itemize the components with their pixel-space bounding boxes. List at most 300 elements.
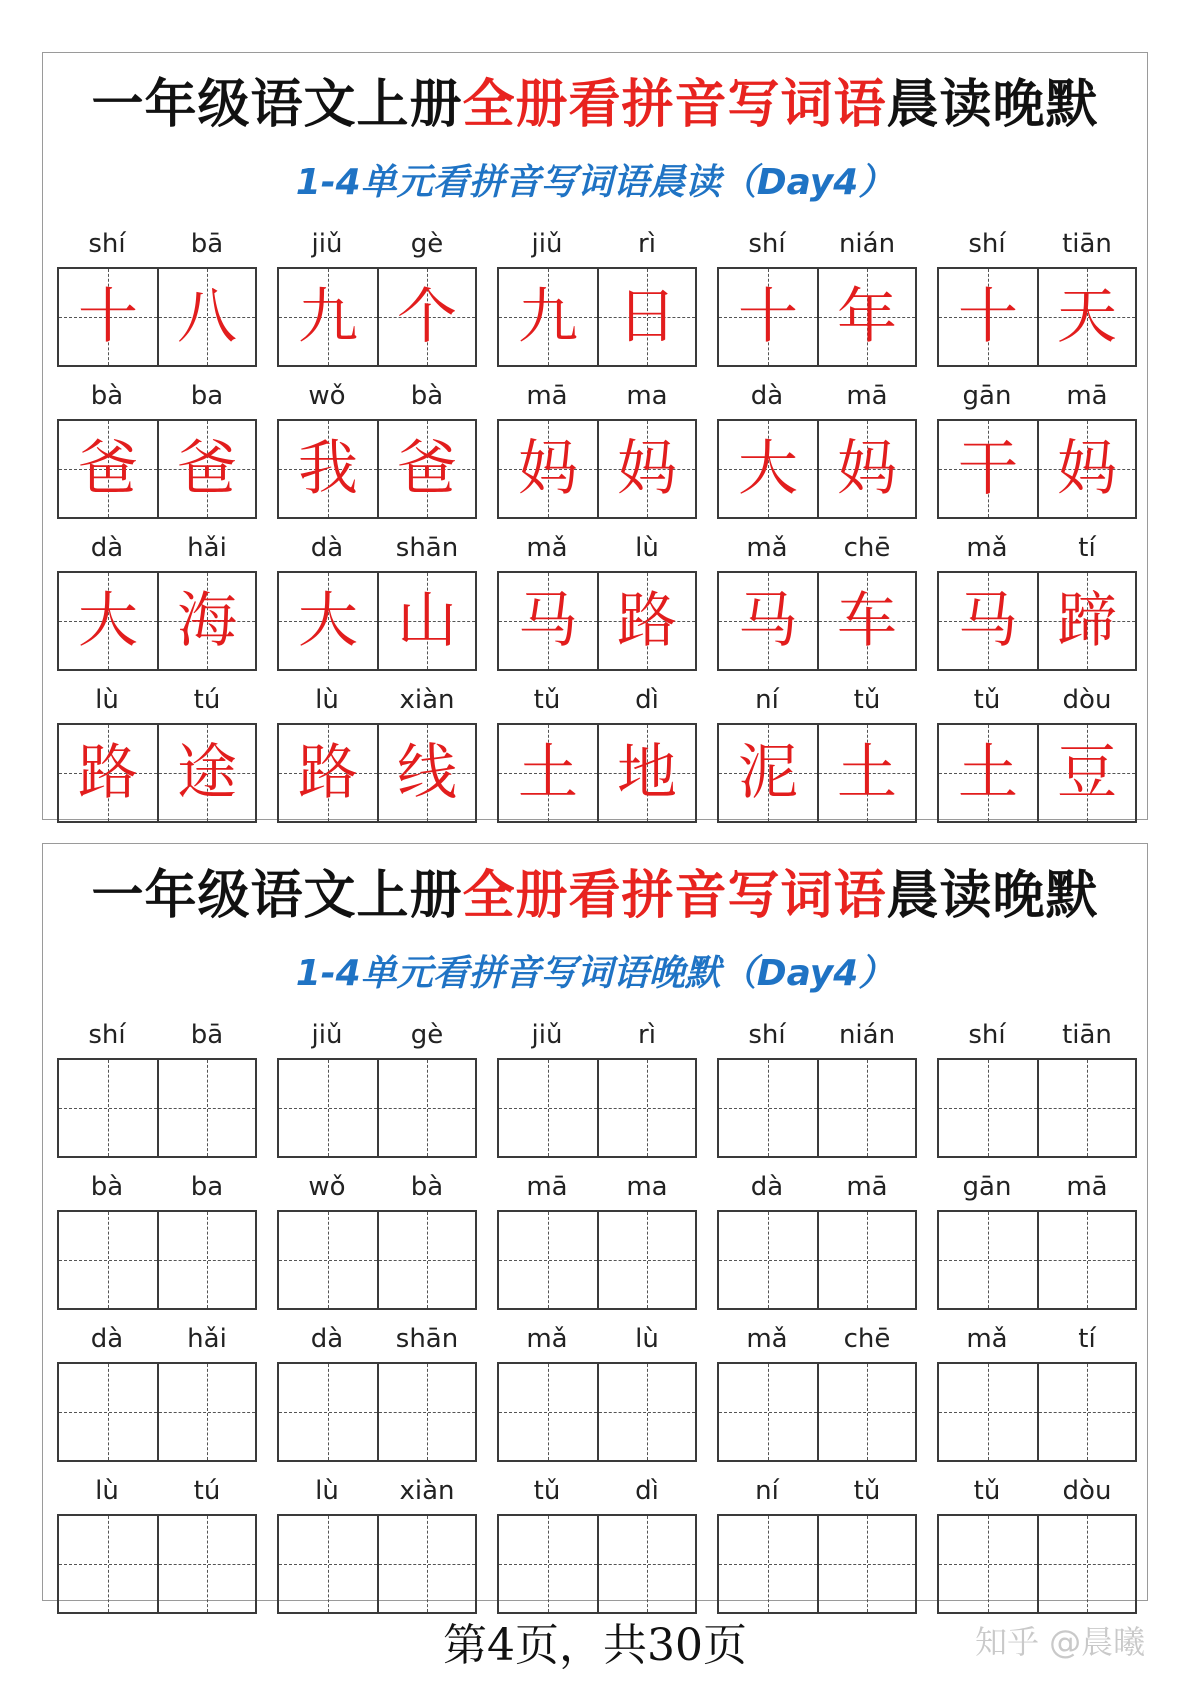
word-card bbox=[717, 221, 917, 373]
writing-boxes bbox=[717, 571, 917, 671]
pinyin-syllable: gè bbox=[410, 1020, 444, 1050]
pinyin-syllable: shí bbox=[748, 229, 786, 259]
writing-boxes bbox=[937, 1362, 1137, 1462]
pinyin-syllable: mǎ bbox=[746, 533, 788, 563]
hanzi-character: 途 bbox=[177, 738, 237, 808]
pinyin-syllable: rì bbox=[638, 1020, 656, 1050]
tianzige-box bbox=[377, 573, 475, 669]
hanzi-character: 年 bbox=[837, 282, 897, 352]
tianzige-box[interactable] bbox=[279, 1060, 377, 1156]
hanzi-character: 爸 bbox=[397, 434, 457, 504]
word-card bbox=[717, 1012, 917, 1164]
pinyin-syllable: ní bbox=[755, 685, 779, 715]
pinyin-syllable: shí bbox=[968, 1020, 1006, 1050]
pinyin-syllable: mā bbox=[1066, 381, 1108, 411]
writing-boxes bbox=[937, 419, 1137, 519]
pinyin-syllable: dà bbox=[310, 533, 344, 563]
writing-boxes bbox=[717, 723, 917, 823]
pinyin-syllable: tǔ bbox=[853, 1476, 881, 1506]
tianzige-box bbox=[377, 421, 475, 517]
pinyin-syllable: mǎ bbox=[966, 533, 1008, 563]
hanzi-character: 十 bbox=[958, 282, 1018, 352]
pinyin-syllable: lù bbox=[635, 1324, 659, 1354]
pinyin-syllable: lù bbox=[95, 685, 119, 715]
tianzige-box[interactable] bbox=[939, 1060, 1037, 1156]
tianzige-box[interactable] bbox=[719, 1364, 817, 1460]
tianzige-box[interactable] bbox=[377, 1364, 475, 1460]
word-card bbox=[937, 1316, 1137, 1468]
tianzige-box[interactable] bbox=[719, 1516, 817, 1612]
writing-boxes bbox=[717, 1058, 917, 1158]
pinyin-row bbox=[497, 1164, 697, 1210]
pinyin-syllable: wǒ bbox=[308, 381, 346, 411]
hanzi-character: 泥 bbox=[738, 738, 798, 808]
tianzige-box bbox=[597, 421, 695, 517]
writing-boxes bbox=[497, 1210, 697, 1310]
word-grid-with-answers bbox=[57, 221, 1137, 829]
tianzige-box[interactable] bbox=[939, 1364, 1037, 1460]
pinyin-syllable: dòu bbox=[1062, 685, 1112, 715]
tianzige-box bbox=[157, 573, 255, 669]
writing-boxes bbox=[937, 723, 1137, 823]
hanzi-character: 妈 bbox=[837, 434, 897, 504]
pinyin-row bbox=[57, 1468, 257, 1514]
tianzige-box bbox=[719, 269, 817, 365]
pinyin-syllable: shí bbox=[748, 1020, 786, 1050]
tianzige-box bbox=[499, 269, 597, 365]
tianzige-box[interactable] bbox=[499, 1516, 597, 1612]
pinyin-row bbox=[937, 525, 1137, 571]
writing-boxes bbox=[57, 723, 257, 823]
pinyin-row bbox=[717, 373, 917, 419]
writing-boxes bbox=[277, 1514, 477, 1614]
tianzige-box[interactable] bbox=[377, 1212, 475, 1308]
pinyin-row bbox=[57, 677, 257, 723]
writing-boxes bbox=[937, 1514, 1137, 1614]
pinyin-row bbox=[937, 1012, 1137, 1058]
hanzi-character: 日 bbox=[617, 282, 677, 352]
tianzige-box bbox=[279, 573, 377, 669]
writing-boxes bbox=[717, 1210, 917, 1310]
hanzi-character: 路 bbox=[298, 738, 358, 808]
tianzige-box[interactable] bbox=[499, 1060, 597, 1156]
pinyin-row bbox=[937, 373, 1137, 419]
tianzige-box[interactable] bbox=[157, 1212, 255, 1308]
pinyin-syllable: shān bbox=[395, 533, 459, 563]
word-card bbox=[497, 1164, 697, 1316]
writing-boxes bbox=[57, 419, 257, 519]
hanzi-character: 车 bbox=[837, 586, 897, 656]
word-card bbox=[277, 373, 477, 525]
pinyin-syllable: dà bbox=[750, 381, 784, 411]
tianzige-box[interactable] bbox=[157, 1060, 255, 1156]
writing-boxes bbox=[497, 1058, 697, 1158]
tianzige-box[interactable] bbox=[1037, 1364, 1135, 1460]
pinyin-syllable: tí bbox=[1078, 1324, 1096, 1354]
writing-boxes bbox=[717, 1362, 917, 1462]
pinyin-syllable: tǔ bbox=[533, 685, 561, 715]
pinyin-row bbox=[277, 525, 477, 571]
pinyin-row bbox=[277, 1012, 477, 1058]
writing-boxes bbox=[277, 1058, 477, 1158]
word-card bbox=[57, 373, 257, 525]
watermark: 知乎 @晨曦 bbox=[975, 1623, 1146, 1661]
writing-boxes bbox=[497, 1514, 697, 1614]
morning-reading-panel bbox=[42, 52, 1148, 820]
word-card bbox=[717, 677, 917, 829]
pinyin-syllable: shí bbox=[968, 229, 1006, 259]
tianzige-box bbox=[499, 573, 597, 669]
word-card bbox=[277, 221, 477, 373]
hanzi-character: 路 bbox=[78, 738, 138, 808]
tianzige-box[interactable] bbox=[279, 1212, 377, 1308]
pinyin-syllable: wǒ bbox=[308, 1172, 346, 1202]
tianzige-box bbox=[59, 421, 157, 517]
tianzige-box bbox=[1037, 725, 1135, 821]
pinyin-syllable: lù bbox=[95, 1476, 119, 1506]
word-card bbox=[57, 525, 257, 677]
pinyin-row bbox=[717, 1468, 917, 1514]
title-prefix: 一年级语文上册 bbox=[91, 74, 463, 135]
word-card bbox=[937, 221, 1137, 373]
tianzige-box[interactable] bbox=[817, 1212, 915, 1308]
pinyin-syllable: bā bbox=[190, 229, 224, 259]
tianzige-box bbox=[719, 421, 817, 517]
tianzige-box bbox=[279, 725, 377, 821]
word-card bbox=[277, 1316, 477, 1468]
word-card bbox=[937, 1164, 1137, 1316]
word-card bbox=[277, 525, 477, 677]
pinyin-row bbox=[277, 1468, 477, 1514]
pinyin-syllable: chē bbox=[843, 533, 891, 563]
hanzi-character: 土 bbox=[837, 738, 897, 808]
tianzige-box bbox=[719, 573, 817, 669]
tianzige-box bbox=[59, 573, 157, 669]
pinyin-syllable: shí bbox=[88, 1020, 126, 1050]
hanzi-character: 妈 bbox=[518, 434, 578, 504]
pinyin-syllable: tí bbox=[1078, 533, 1096, 563]
tianzige-box[interactable] bbox=[1037, 1212, 1135, 1308]
pinyin-row bbox=[717, 221, 917, 267]
pinyin-syllable: jiǔ bbox=[311, 229, 343, 259]
pinyin-syllable: bà bbox=[90, 1172, 124, 1202]
pinyin-row bbox=[497, 525, 697, 571]
tianzige-box bbox=[597, 269, 695, 365]
pinyin-syllable: hǎi bbox=[187, 1324, 227, 1354]
tianzige-box bbox=[939, 421, 1037, 517]
hanzi-character: 地 bbox=[617, 738, 677, 808]
tianzige-box bbox=[157, 725, 255, 821]
tianzige-box bbox=[817, 269, 915, 365]
tianzige-box[interactable] bbox=[157, 1364, 255, 1460]
title-prefix: 一年级语文上册 bbox=[91, 865, 463, 926]
hanzi-character: 个 bbox=[397, 282, 457, 352]
tianzige-box[interactable] bbox=[59, 1516, 157, 1612]
tianzige-box bbox=[377, 725, 475, 821]
word-card bbox=[57, 1316, 257, 1468]
title-highlight: 全册看拼音写词语 bbox=[462, 865, 887, 926]
pinyin-row bbox=[937, 221, 1137, 267]
tianzige-box bbox=[939, 725, 1037, 821]
tianzige-box[interactable] bbox=[597, 1516, 695, 1612]
pinyin-syllable: jiǔ bbox=[311, 1020, 343, 1050]
writing-boxes bbox=[277, 1210, 477, 1310]
pinyin-row bbox=[717, 525, 917, 571]
pinyin-syllable: xiàn bbox=[399, 685, 455, 715]
hanzi-character: 天 bbox=[1057, 282, 1117, 352]
pinyin-row bbox=[717, 1164, 917, 1210]
hanzi-character: 马 bbox=[958, 586, 1018, 656]
hanzi-character: 九 bbox=[518, 282, 578, 352]
hanzi-character: 大 bbox=[298, 586, 358, 656]
pinyin-syllable: dà bbox=[750, 1172, 784, 1202]
hanzi-character: 八 bbox=[177, 282, 237, 352]
hanzi-character: 十 bbox=[738, 282, 798, 352]
pinyin-syllable: ba bbox=[190, 381, 224, 411]
tianzige-box bbox=[939, 269, 1037, 365]
hanzi-character: 路 bbox=[617, 586, 677, 656]
word-card bbox=[277, 1164, 477, 1316]
page-title bbox=[43, 866, 1147, 926]
pinyin-row bbox=[277, 373, 477, 419]
pinyin-row bbox=[497, 221, 697, 267]
hanzi-character: 马 bbox=[518, 586, 578, 656]
word-card bbox=[497, 677, 697, 829]
pinyin-row bbox=[937, 1468, 1137, 1514]
pinyin-syllable: bà bbox=[90, 381, 124, 411]
pinyin-row bbox=[937, 1164, 1137, 1210]
tianzige-box[interactable] bbox=[499, 1212, 597, 1308]
word-card bbox=[937, 1012, 1137, 1164]
writing-boxes bbox=[57, 1058, 257, 1158]
pinyin-row bbox=[57, 373, 257, 419]
writing-boxes bbox=[57, 267, 257, 367]
tianzige-box bbox=[279, 421, 377, 517]
word-card bbox=[497, 1316, 697, 1468]
tianzige-box bbox=[59, 725, 157, 821]
tianzige-box[interactable] bbox=[499, 1364, 597, 1460]
word-card bbox=[57, 1012, 257, 1164]
pinyin-syllable: lù bbox=[315, 1476, 339, 1506]
word-card bbox=[937, 525, 1137, 677]
tianzige-box bbox=[1037, 269, 1135, 365]
pinyin-row bbox=[57, 525, 257, 571]
writing-boxes bbox=[937, 571, 1137, 671]
tianzige-box bbox=[59, 269, 157, 365]
pinyin-row bbox=[497, 373, 697, 419]
word-card bbox=[717, 1164, 917, 1316]
word-card bbox=[57, 1468, 257, 1620]
tianzige-box[interactable] bbox=[597, 1212, 695, 1308]
tianzige-box[interactable] bbox=[279, 1364, 377, 1460]
pinyin-syllable: jiǔ bbox=[531, 229, 563, 259]
tianzige-box[interactable] bbox=[939, 1516, 1037, 1612]
tianzige-box[interactable] bbox=[377, 1516, 475, 1612]
pinyin-syllable: gè bbox=[410, 229, 444, 259]
tianzige-box[interactable] bbox=[939, 1212, 1037, 1308]
pinyin-row bbox=[277, 677, 477, 723]
hanzi-character: 九 bbox=[298, 282, 358, 352]
writing-boxes bbox=[937, 267, 1137, 367]
pinyin-syllable: bā bbox=[190, 1020, 224, 1050]
pinyin-syllable: mā bbox=[526, 1172, 568, 1202]
pinyin-syllable: tiān bbox=[1062, 1020, 1112, 1050]
pinyin-syllable: mā bbox=[1066, 1172, 1108, 1202]
tianzige-box bbox=[157, 421, 255, 517]
tianzige-box bbox=[939, 573, 1037, 669]
word-card bbox=[937, 677, 1137, 829]
writing-boxes bbox=[277, 1362, 477, 1462]
hanzi-character: 蹄 bbox=[1057, 586, 1117, 656]
word-card bbox=[57, 1164, 257, 1316]
tianzige-box bbox=[1037, 421, 1135, 517]
pinyin-syllable: tú bbox=[193, 685, 221, 715]
writing-boxes bbox=[717, 1514, 917, 1614]
writing-boxes bbox=[277, 723, 477, 823]
title-suffix: 晨读晚默 bbox=[886, 865, 1099, 926]
tianzige-box[interactable] bbox=[1037, 1060, 1135, 1156]
pinyin-syllable: dì bbox=[635, 1476, 659, 1506]
pinyin-syllable: nián bbox=[838, 1020, 896, 1050]
pinyin-syllable: dòu bbox=[1062, 1476, 1112, 1506]
page-subtitle: 1-4单元看拼音写词语晨读（Day4） bbox=[295, 162, 895, 203]
pinyin-syllable: dà bbox=[310, 1324, 344, 1354]
pinyin-syllable: hǎi bbox=[187, 533, 227, 563]
pinyin-syllable: mǎ bbox=[526, 1324, 568, 1354]
pinyin-row bbox=[717, 1012, 917, 1058]
tianzige-box[interactable] bbox=[59, 1212, 157, 1308]
pinyin-syllable: tǔ bbox=[973, 1476, 1001, 1506]
word-card bbox=[497, 525, 697, 677]
tianzige-box[interactable] bbox=[817, 1516, 915, 1612]
pinyin-row bbox=[277, 1164, 477, 1210]
pinyin-row bbox=[277, 221, 477, 267]
pinyin-syllable: jiǔ bbox=[531, 1020, 563, 1050]
tianzige-box[interactable] bbox=[597, 1060, 695, 1156]
pinyin-syllable: tǔ bbox=[853, 685, 881, 715]
pinyin-row bbox=[57, 1164, 257, 1210]
pinyin-syllable: lù bbox=[315, 685, 339, 715]
pinyin-row bbox=[57, 221, 257, 267]
word-card bbox=[277, 1012, 477, 1164]
pinyin-row bbox=[57, 1012, 257, 1058]
pinyin-syllable: dì bbox=[635, 685, 659, 715]
word-card bbox=[937, 1468, 1137, 1620]
word-card bbox=[717, 373, 917, 525]
hanzi-character: 妈 bbox=[617, 434, 677, 504]
pinyin-row bbox=[717, 1316, 917, 1362]
word-grid-blank bbox=[57, 1012, 1137, 1620]
writing-boxes bbox=[277, 571, 477, 671]
writing-boxes bbox=[277, 267, 477, 367]
hanzi-character: 马 bbox=[738, 586, 798, 656]
hanzi-character: 海 bbox=[177, 586, 237, 656]
pinyin-syllable: mā bbox=[526, 381, 568, 411]
tianzige-box bbox=[499, 421, 597, 517]
writing-boxes bbox=[57, 1514, 257, 1614]
tianzige-box[interactable] bbox=[719, 1212, 817, 1308]
pinyin-syllable: bà bbox=[410, 381, 444, 411]
pinyin-row bbox=[717, 677, 917, 723]
pinyin-row bbox=[497, 1012, 697, 1058]
tianzige-box[interactable] bbox=[597, 1364, 695, 1460]
writing-boxes bbox=[717, 419, 917, 519]
tianzige-box[interactable] bbox=[817, 1060, 915, 1156]
hanzi-character: 十 bbox=[78, 282, 138, 352]
evening-dictation-panel bbox=[42, 843, 1148, 1601]
tianzige-box[interactable] bbox=[279, 1516, 377, 1612]
tianzige-box[interactable] bbox=[719, 1060, 817, 1156]
hanzi-character: 线 bbox=[397, 738, 457, 808]
tianzige-box bbox=[499, 725, 597, 821]
writing-boxes bbox=[497, 723, 697, 823]
pinyin-syllable: bà bbox=[410, 1172, 444, 1202]
hanzi-character: 爸 bbox=[177, 434, 237, 504]
pinyin-row bbox=[937, 1316, 1137, 1362]
word-card bbox=[497, 373, 697, 525]
pinyin-row bbox=[497, 677, 697, 723]
title-highlight: 全册看拼音写词语 bbox=[462, 74, 887, 135]
hanzi-character: 土 bbox=[518, 738, 578, 808]
pinyin-syllable: mā bbox=[846, 381, 888, 411]
tianzige-box[interactable] bbox=[157, 1516, 255, 1612]
tianzige-box[interactable] bbox=[1037, 1516, 1135, 1612]
pinyin-syllable: tú bbox=[193, 1476, 221, 1506]
tianzige-box[interactable] bbox=[59, 1364, 157, 1460]
pinyin-row bbox=[497, 1316, 697, 1362]
tianzige-box bbox=[817, 573, 915, 669]
title-suffix: 晨读晚默 bbox=[886, 74, 1099, 135]
pinyin-syllable: tǔ bbox=[533, 1476, 561, 1506]
writing-boxes bbox=[497, 1362, 697, 1462]
pinyin-syllable: shí bbox=[88, 229, 126, 259]
hanzi-character: 土 bbox=[958, 738, 1018, 808]
pinyin-syllable: ma bbox=[626, 381, 668, 411]
hanzi-character: 我 bbox=[298, 434, 358, 504]
tianzige-box[interactable] bbox=[817, 1364, 915, 1460]
writing-boxes bbox=[937, 1210, 1137, 1310]
word-card bbox=[937, 373, 1137, 525]
pinyin-syllable: chē bbox=[843, 1324, 891, 1354]
pinyin-syllable: gān bbox=[962, 381, 1012, 411]
word-card bbox=[57, 221, 257, 373]
pinyin-syllable: mǎ bbox=[526, 533, 568, 563]
pinyin-row bbox=[57, 1316, 257, 1362]
tianzige-box bbox=[157, 269, 255, 365]
word-card bbox=[57, 677, 257, 829]
word-card bbox=[277, 677, 477, 829]
pinyin-syllable: lù bbox=[635, 533, 659, 563]
pinyin-syllable: dà bbox=[90, 533, 124, 563]
pinyin-syllable: mǎ bbox=[746, 1324, 788, 1354]
tianzige-box bbox=[817, 725, 915, 821]
pinyin-syllable: gān bbox=[962, 1172, 1012, 1202]
writing-boxes bbox=[57, 1362, 257, 1462]
tianzige-box[interactable] bbox=[59, 1060, 157, 1156]
page-title bbox=[43, 75, 1147, 135]
writing-boxes bbox=[717, 267, 917, 367]
hanzi-character: 大 bbox=[78, 586, 138, 656]
hanzi-character: 干 bbox=[958, 434, 1018, 504]
pinyin-syllable: mā bbox=[846, 1172, 888, 1202]
page-number: 第4页，共30页 bbox=[443, 1620, 747, 1671]
word-card bbox=[277, 1468, 477, 1620]
tianzige-box bbox=[377, 269, 475, 365]
pinyin-row bbox=[497, 1468, 697, 1514]
writing-boxes bbox=[497, 419, 697, 519]
tianzige-box[interactable] bbox=[377, 1060, 475, 1156]
word-card bbox=[497, 1468, 697, 1620]
